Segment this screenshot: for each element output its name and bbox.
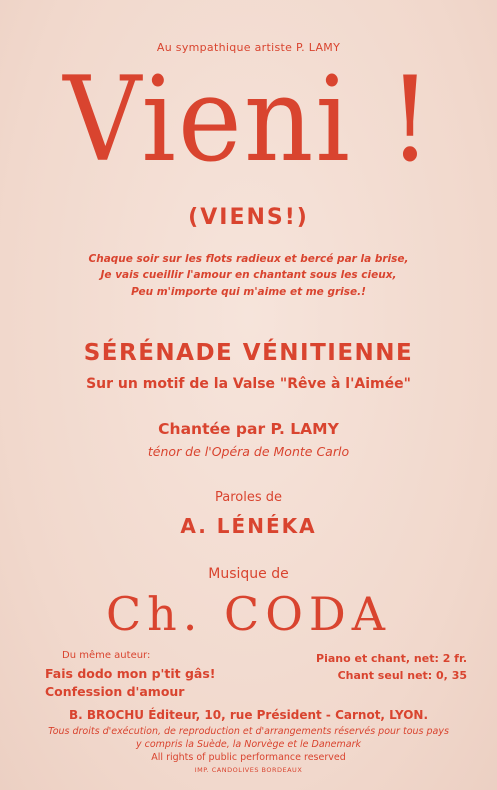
printer-line: IMP. CANDOLIVES BORDEAUX — [194, 766, 303, 774]
price-line: Chant seul net: 0, 35 — [337, 669, 467, 682]
other-work: Confession d'amour — [45, 684, 185, 699]
serenade-heading: SÉRÉNADE VÉNITIENNE — [83, 340, 414, 366]
page-title: Vieni ! — [63, 52, 434, 188]
price-line: Piano et chant, net: 2 fr. — [316, 652, 467, 665]
music-label: Musique de — [208, 566, 289, 582]
lyricist-name: A. LÉNÉKA — [180, 514, 317, 538]
dedication: Au sympathique artiste P. LAMY — [156, 41, 341, 54]
lyrics-label: Paroles de — [215, 490, 282, 505]
publisher-line: B. BROCHU Éditeur, 10, rue Président - Carnot, LYON. — [68, 708, 429, 722]
rights-line: y compris la Suède, la Norvège et le Danemark — [135, 739, 361, 750]
same-author-label: Du même auteur: — [62, 650, 151, 661]
verse-line: Chaque soir sur les flots radieux et bercé par la brise, — [88, 253, 409, 265]
verse-line: Je vais cueillir l'amour en chantant sous les cieux, — [100, 269, 397, 281]
subtitle: (VIENS!) — [188, 205, 309, 230]
tenor-credit: ténor de l'Opéra de Monte Carlo — [147, 444, 350, 459]
performance-rights: All rights of public performance reserved — [151, 752, 346, 763]
other-work: Fais dodo mon p'tit gâs! — [45, 666, 216, 681]
motif-line: Sur un motif de la Valse "Rêve à l'Aimée" — [86, 376, 411, 392]
sung-by: Chantée par P. LAMY — [158, 420, 339, 438]
rights-line: Tous droits d'exécution, de reproduction et d'arrangements réservés pour tous pays — [48, 726, 449, 737]
verse-line: Peu m'importe qui m'aime et me grise.! — [131, 286, 366, 298]
composer-name: Ch. CODA — [105, 587, 392, 641]
